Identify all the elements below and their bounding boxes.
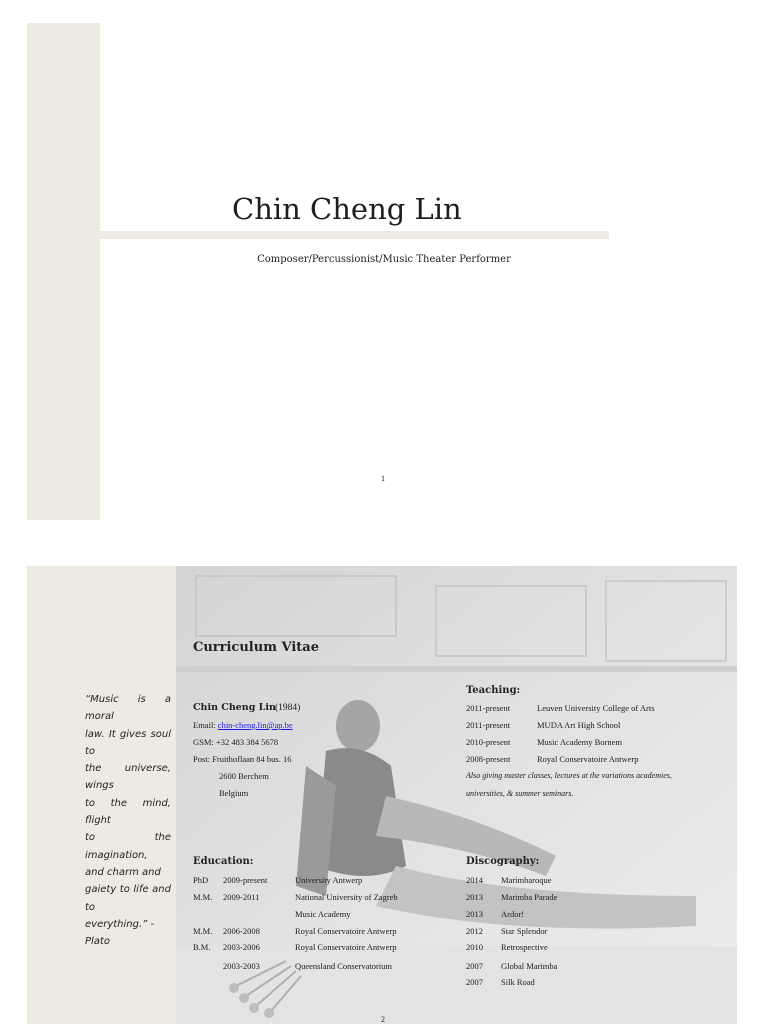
quote-line: to the mind, flight [85,797,171,827]
page2-number: 2 [381,1015,385,1024]
education-school: University Antwerp [295,875,363,885]
album-year: 2007 [466,961,483,971]
teaching-heading: Teaching: [466,685,521,696]
album-year: 2013 [466,909,483,919]
album-year: 2013 [466,892,483,902]
contact-name: Chin Cheng Lin [193,702,276,713]
album-title: Retrospective [501,942,548,952]
education-school: Royal Conservatoire Antwerp [295,926,397,936]
discography-heading: Discography: [466,856,540,867]
page1-number: 1 [381,474,385,483]
teaching-period: 2008-present [466,754,511,764]
page1-name-title: Chin Cheng Lin [232,192,462,226]
education-degree: PhD [193,875,209,885]
album-title: Ardor! [501,909,525,919]
quote-line: to the imagination, [85,832,171,861]
education-heading: Education: [193,856,254,867]
page1-title-rule [100,231,609,239]
album-title: Marimbaroque [501,875,552,885]
album-title: Marimba Parade [501,892,558,902]
quote-line: “Music is a moral [85,694,171,723]
postal-address: Post: Fruithoflaan 84 bus. 16 [193,754,292,764]
education-degree: B.M. [193,942,211,952]
quote-line: the universe, wings [85,763,171,792]
education-period: 2009-present [223,875,268,885]
page1-side-band [27,23,100,520]
education-period: 2009-2011 [223,892,260,902]
teaching-note: universities, & summer seminars. [466,789,574,798]
quote-line: everything.” - Plato [85,918,155,948]
plato-quote [85,691,171,950]
page1-subtitle: Composer/Percussionist/Music Theater Performer [257,254,511,265]
email-row [193,720,293,730]
album-year: 2007 [466,977,483,987]
education-degree: M.M. [193,926,213,936]
teaching-period: 2011-present [466,703,511,713]
education-school: Music Academy [295,909,351,919]
performer-photo-illustration [176,566,737,1024]
education-school: Queensland Conservatorium [295,961,393,971]
teaching-place: Music Academy Bornem [537,737,622,747]
album-year: 2014 [466,875,483,885]
education-period: 2003-2003 [223,961,260,971]
education-period: 2006-2008 [223,926,260,936]
teaching-period: 2010-present [466,737,511,747]
gsm-number: GSM: +32 483 384 5678 [193,737,279,747]
education-school: National University of Zagreb [295,892,398,902]
quote-line: gaiety to life and to [85,884,171,913]
cv-title: Curriculum Vitae [193,640,319,655]
background-photo [176,566,737,1024]
teaching-period: 2011-present [466,720,511,730]
teaching-place: MUDA Art High School [537,720,621,730]
album-year: 2010 [466,942,483,952]
email-link[interactable]: chin-cheng.lin@ap.be [217,720,293,730]
education-degree: M.M. [193,892,213,902]
postal-country: Belgium [219,788,249,798]
postal-city: 2600 Berchem [219,771,269,781]
teaching-place: Leuven University College of Arts [537,703,655,713]
album-title: Silk Road [501,977,535,987]
email-label: Email: [193,720,216,730]
birth-year: (1984) [275,703,301,713]
teaching-note: Also giving master classes, lectures at the variations academies, [466,771,672,780]
album-title: Global Marimba [501,961,558,971]
teaching-place: Royal Conservatoire Antwerp [537,754,639,764]
quote-line: and charm and [85,866,161,878]
education-period: 2003-2006 [223,942,260,952]
education-school: Royal Conservatoire Antwerp [295,942,397,952]
quote-line: law. It gives soul to [85,728,171,757]
album-year: 2012 [466,926,483,936]
album-title: Star Splendor [501,926,548,936]
